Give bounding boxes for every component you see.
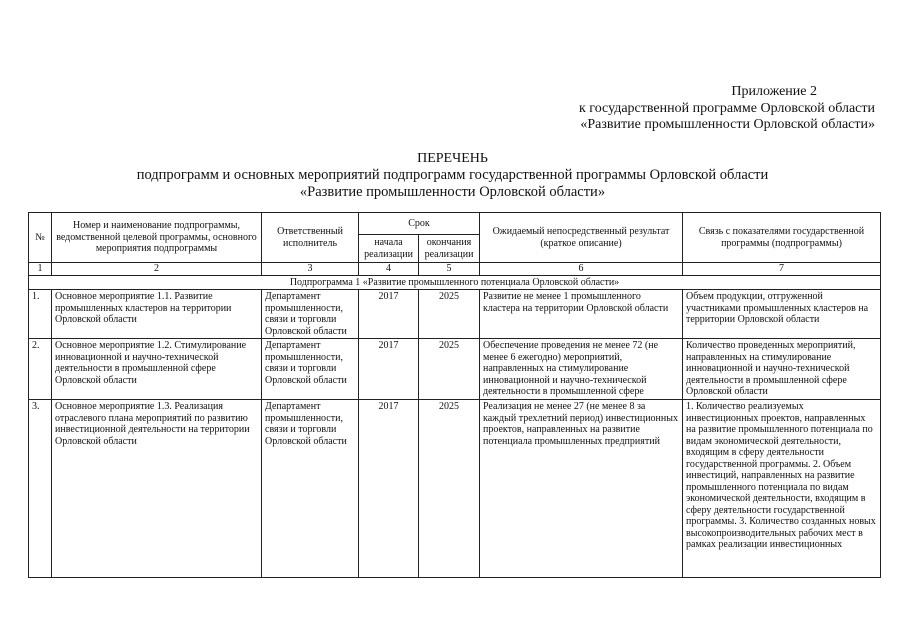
header-term-end: окончания реализации <box>419 235 480 263</box>
subprogram-title: Подпрограмма 1 «Развитие промышленного потенциала Орловской области» <box>29 276 881 290</box>
row-responsible: Департамент промышленности, связи и торговли Орловской области <box>262 290 359 339</box>
column-number: 6 <box>480 263 683 276</box>
row-responsible: Департамент промышленности, связи и торговли Орловской области <box>262 400 359 578</box>
appendix-program-name: «Развитие промышленности Орловской области» <box>580 117 875 132</box>
row-no: 3. <box>29 400 52 578</box>
subprogram-row <box>29 276 881 290</box>
header-responsible: Ответственный исполнитель <box>262 213 359 263</box>
row-start: 2017 <box>359 339 419 400</box>
column-number: 1 <box>29 263 52 276</box>
row-link: Объем продукции, отгруженной участниками промышленных кластеров на территории Орловской области <box>683 290 881 339</box>
table-row <box>29 400 881 578</box>
table-row <box>29 339 881 400</box>
row-name: Основное мероприятие 1.1. Развитие промышленных кластеров на территории Орловской области <box>52 290 262 339</box>
row-result: Реализация не менее 27 (не менее 8 за каждый трехлетний период) инвестиционных проектов, направленных на развитие потенциала промышленных предприятий <box>480 400 683 578</box>
header-name: Номер и наименование подпрограммы, ведомственной целевой программы, основного мероприятия подпрограммы <box>52 213 262 263</box>
row-name: Основное мероприятие 1.3. Реализация отраслевого плана мероприятий по развитию инвестиционной деятельности на территории Орловской области <box>52 400 262 578</box>
row-link: 1. Количество реализуемых инвестиционных проектов, направленных на развитие промышленного потенциала по видам экономической деятельности, входящим в сферу деятельности государственной программы. 2. Объем инвестиций, направленных на развитие промышленного потенциала по видам экономической деятельности, входящим в сферу деятельности государственной программы. 3. Количество созданных новых высокопроизводительных рабочих мест в рамках реализации инвестиционных <box>683 400 881 578</box>
row-link: Количество проведенных мероприятий, направленных на стимулирование инновационной и научно-технической деятельности в промышленной сфере Орловской области <box>683 339 881 400</box>
column-number: 5 <box>419 263 480 276</box>
row-name: Основное мероприятие 1.2. Стимулирование инновационной и научно-технической деятельности в промышленной сфере Орловской области <box>52 339 262 400</box>
column-numbers-row <box>29 263 881 276</box>
row-responsible: Департамент промышленности, связи и торговли Орловской области <box>262 339 359 400</box>
appendix-block <box>579 84 875 134</box>
row-result: Развитие не менее 1 промышленного кластера на территории Орловской области <box>480 290 683 339</box>
appendix-reference: к государственной программе Орловской области <box>579 100 875 116</box>
row-end: 2025 <box>419 290 480 339</box>
header-link: Связь с показателями государственной программы (подпрограммы) <box>683 213 881 263</box>
column-number: 3 <box>262 263 359 276</box>
header-term: Срок <box>359 213 480 235</box>
column-number: 2 <box>52 263 262 276</box>
row-start: 2017 <box>359 290 419 339</box>
row-start: 2017 <box>359 400 419 578</box>
row-result: Обеспечение проведения не менее 72 (не менее 6 ежегодно) мероприятий, направленных на стимулирование инновационной и научно-технической деятельности в промышленной сфере <box>480 339 683 400</box>
column-number: 4 <box>359 263 419 276</box>
header-row <box>29 213 881 235</box>
header-result: Ожидаемый непосредственный результат (краткое описание) <box>480 213 683 263</box>
table-row <box>29 290 881 339</box>
row-end: 2025 <box>419 400 480 578</box>
document-program-name: «Развитие промышленности Орловской области» <box>299 184 606 200</box>
row-no: 2. <box>29 339 52 400</box>
row-no: 1. <box>29 290 52 339</box>
column-number: 7 <box>683 263 881 276</box>
appendix-title: Приложение 2 <box>731 84 817 99</box>
document-title: ПЕРЕЧЕНЬ <box>417 151 488 166</box>
header-term-start: начала реализации <box>359 235 419 263</box>
measures-table <box>28 212 881 578</box>
document-subtitle: подпрограмм и основных мероприятий подпрограмм государственной программы Орловской области <box>136 167 769 183</box>
row-end: 2025 <box>419 339 480 400</box>
document-title-block <box>0 150 905 201</box>
header-no: № <box>29 213 52 263</box>
